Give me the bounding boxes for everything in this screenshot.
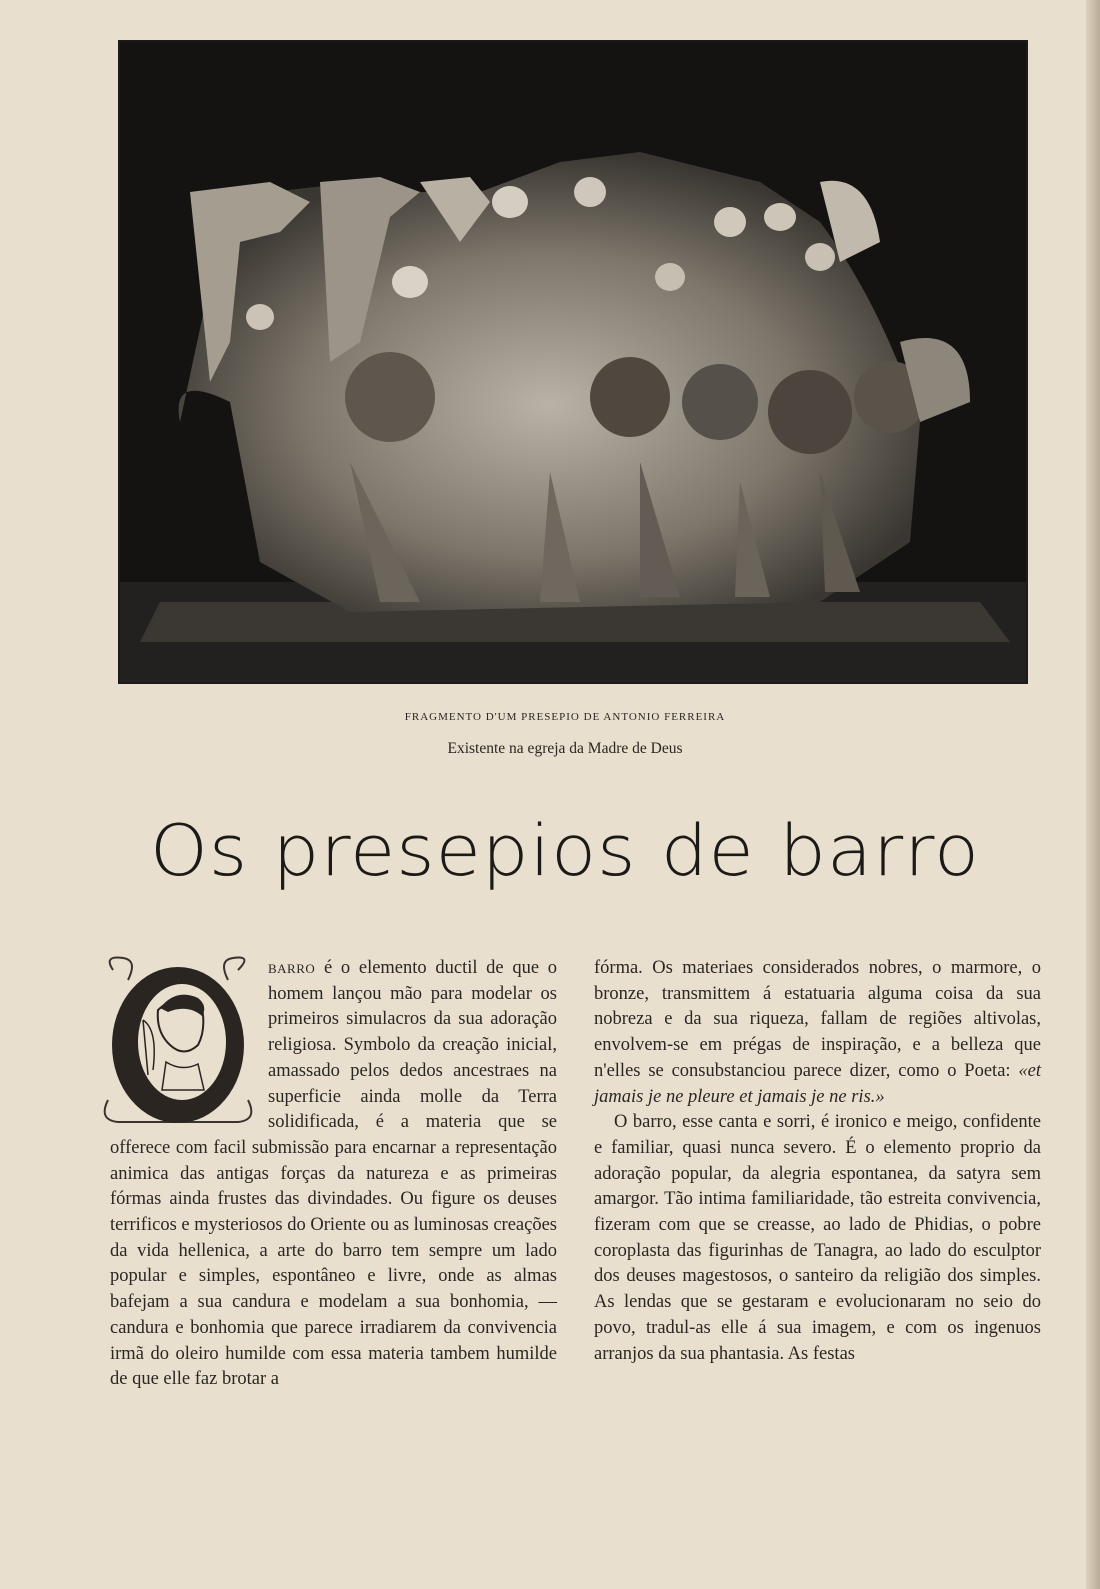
- photo-caption-title: FRAGMENTO D'UM PRESEPIO DE ANTONIO FERREIRA: [404, 711, 726, 723]
- nativity-scene-photo-icon: [120, 42, 1026, 682]
- nativity-scene-photo: [120, 42, 1026, 682]
- photo-caption-subtitle: Existente na egreja da Madre de Deus: [447, 740, 683, 757]
- article-paragraph-left: é o elemento ductil de que o homem lançou mão para modelar os primeiros simulacros da sua adoração religiosa. Symbolo da creação inicial, amassado pelos dedos ancestraes na superficie ainda molle da Terra solidificada, é a materia que se offerece com facil submissão para encarnar a representação animica das antigas forças da natureza e as primeiras fórmas ainda frustes das divindades. Ou figure os deuses terrificos e mysteriosos do Oriente ou as luminosas creações da vida hellenica, a arte do barro tem sempre um lado popular e simples, espontâneo e livre, onde as almas bafejam a sua candura e modelam a sua bonhomia, — candura e bonhomia que parece irradiarem da convivencia irmã do oleiro humilde com essa materia tambem humilde de que elle faz brotar a: [110, 958, 557, 1390]
- article-paragraph-right-2: O barro, esse canta e sorri, é ironico e meigo, confidente e familiar, quasi nunca severo. É o elemento proprio da adoração popular, da alegria espontanea, da satyra sem amargor. Tão intima familiaridade, tão estreita convivencia, fizeram com que se creasse, ao lado de Phidias, o pobre coroplasta das figurinhas de Tanagra, ao lado do esculptor dos deuses magestosos, o santeiro da religião dos simples. As lendas que se gestaram e evolucionaram no seio do povo, tradul-as elle á sua imagem, e com os ingenuos arranjos da sua phantasia. As festas: [594, 1112, 1041, 1364]
- ornamental-initial: [98, 950, 258, 1128]
- article-lead-word: barro: [268, 958, 316, 978]
- page-edge: [1086, 0, 1100, 1589]
- article-column-right: [594, 956, 1041, 1367]
- article-paragraph-right-1: fórma. Os materiaes considerados nobres, o marmore, o bronze, transmittem á estatuaria alguma coisa da sua nobreza e da sua riqueza, fallam de regiões altivolas, envolvem-se em prégas de inspiração, e a belleza que n'elles se consubstanciou parece dizer, como o Poeta:: [594, 958, 1041, 1081]
- drop-cap-letter: O: [178, 980, 179, 981]
- article-column-left: [110, 956, 557, 1393]
- ornamental-initial-icon: [98, 950, 258, 1128]
- article-headline: Os presepios de barro: [150, 810, 980, 892]
- article-quote: «et jamais je ne pleure et jamais je ne ris.»: [594, 1060, 1041, 1107]
